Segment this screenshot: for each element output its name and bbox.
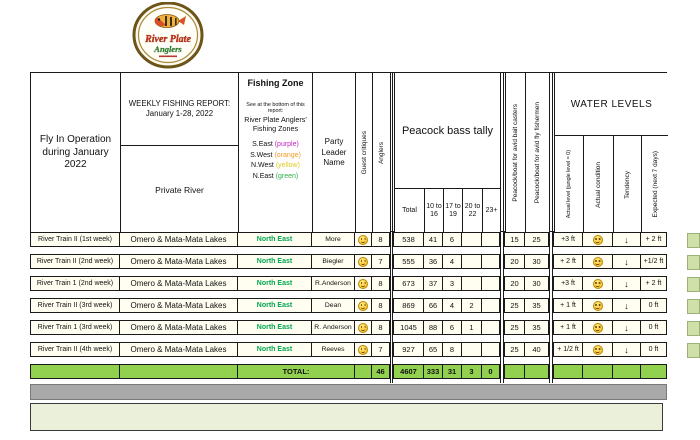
trip-cell: River Train 1 (2nd week) [30,276,120,291]
tally-20-22-cell [462,276,482,291]
tally-20-22-cell [462,232,482,247]
tally-23plus-cell [482,342,500,357]
lakes-cell: Omero & Mata-Mata Lakes [120,342,238,357]
condition-cell [583,342,613,357]
logo-tagline-mark [159,56,177,58]
weekly-report-line: WEEKLY FISHING REPORT: [128,98,231,108]
expected-cell: 0 ft [641,298,667,313]
smiley-icon [593,235,603,245]
tally-10-16-cell: 88 [424,320,443,335]
zone-cell: North East [238,320,312,335]
water-level-cell: +3 ft [553,232,583,247]
water-level-cell: + 1 ft [553,320,583,335]
totals-empty-cell [641,364,667,379]
zone-legend-item: N.East (green) [252,172,299,180]
guest-critique-cell [355,276,372,291]
tally-17-19-cell: 8 [443,342,462,357]
tally-20-22-cell [462,342,482,357]
table-row [30,342,667,357]
fishing-zone-legend [250,140,301,182]
anglers-cell: 8 [372,320,390,335]
lakes-cell: Omero & Mata-Mata Lakes [120,232,238,247]
river-plate-anglers-logo [132,2,204,70]
anglers-cell: 8 [372,298,390,313]
logo-title: River Plate [145,34,191,45]
tally-17-19-cell: 4 [443,298,462,313]
bait-casters-cell: 20 [504,254,525,269]
lakes-cell: Omero & Mata-Mata Lakes [120,298,238,313]
water-level-cell: +3 ft [553,276,583,291]
condition-cell [583,254,613,269]
condition-cell [583,276,613,291]
fly-fishermen-cell: 30 [525,254,549,269]
tendency-cell: ↓ [613,320,641,335]
zone-legend-item: S.East (purple) [252,141,299,148]
condition-cell [583,298,613,313]
tally-10-16-cell: 66 [424,298,443,313]
header-private-river: Private River [121,146,239,233]
expected-cell: +1/2 ft [641,254,667,269]
tally-23plus-cell [482,254,500,269]
smiley-icon [358,257,368,267]
expected-cell: 0 ft [641,320,667,335]
anglers-cell: 8 [372,276,390,291]
water-col-expected: Expected (next 7 days) [642,136,668,233]
totals-empty-cell [525,364,549,379]
tally-23plus-cell [482,320,500,335]
table-row [30,232,667,247]
tally-total-cell: 869 [393,298,424,313]
tally-col-23plus: 23+ [483,189,501,233]
row-edge-mark [687,233,700,248]
smiley-icon [358,301,368,311]
table-row [30,320,667,335]
table-header [30,72,667,232]
zone-legend-item: S.West (orange) [250,151,301,159]
logo-subtitle: Anglers [154,44,182,54]
tally-10-16-cell: 65 [424,342,443,357]
zone-legend-item: N.West (yellow) [251,162,300,169]
zone-cell: North East [238,298,312,313]
tally-17-19-cell: 4 [443,254,462,269]
fly-fishermen-cell: 35 [525,320,549,335]
lakes-cell: Omero & Mata-Mata Lakes [120,276,238,291]
tally-20-22-cell: 1 [462,320,482,335]
trip-cell: River Train II (3rd week) [30,298,120,313]
tally-total-cell: 1045 [393,320,424,335]
totals-anglers-cell: 46 [372,364,390,379]
trip-cell: River Train II (2nd week) [30,254,120,269]
section-divider [500,72,504,383]
anglers-cell: 8 [372,232,390,247]
condition-cell [583,320,613,335]
totals-empty-cell [504,364,525,379]
tally-20-22-cell [462,254,482,269]
lakes-cell: Omero & Mata-Mata Lakes [120,320,238,335]
smiley-icon [358,235,368,245]
guest-critique-cell [355,298,372,313]
guest-critique-cell [355,342,372,357]
header-bait-casters: Peacock/boat for avid bait casters [505,73,526,233]
weekly-report-dates: January 1-28, 2022 [145,109,214,118]
tendency-cell: ↓ [613,254,641,269]
smiley-icon [358,323,368,333]
tally-col-total: Total [394,189,425,233]
tally-17-19-cell: 6 [443,320,462,335]
header-weekly-report [121,73,239,146]
header-water-levels: WATER LEVELS [554,73,668,136]
tally-10-16-cell: 37 [424,276,443,291]
header-fishing-zone [239,73,313,233]
header-party-leader: Party Leader Name [313,73,356,233]
tally-total-cell: 673 [393,276,424,291]
totals-empty-cell [553,364,583,379]
header-anglers: Anglers [373,73,391,233]
tally-17-19-cell: 6 [443,232,462,247]
smiley-icon [593,279,603,289]
header-fly-in-operation: Fly In Operation during January 2022 [31,73,121,233]
totals-empty-cell [583,364,613,379]
water-level-cell: + 1/2 ft [553,342,583,357]
tally-10-16-cell: 41 [424,232,443,247]
tendency-cell: ↓ [613,276,641,291]
table-body [30,232,667,379]
table-row [30,254,667,269]
table-row [30,276,667,291]
tally-20-22-cell: 2 [462,298,482,313]
totals-empty-cell [30,364,120,379]
fly-fishermen-cell: 35 [525,298,549,313]
tendency-cell: ↓ [613,232,641,247]
expected-cell: 0 ft [641,342,667,357]
row-edge-mark [687,299,700,314]
bait-casters-cell: 25 [504,342,525,357]
header-peacock-bass-tally: Peacock bass tally [394,73,501,189]
section-divider [549,72,553,383]
tally-total-cell: 927 [393,342,424,357]
smiley-icon [358,345,368,355]
leader-cell: R. Anderson [312,320,355,335]
tally-10-16-cell: 36 [424,254,443,269]
row-edge-mark [687,343,700,358]
bait-casters-cell: 25 [504,320,525,335]
bottom-green-bar [30,403,663,431]
fishing-zone-ref: River Plate Anglers' Fishing Zones [244,115,307,133]
leader-cell: Biegler [312,254,355,269]
totals-label-cell: TOTAL: [238,364,355,379]
tally-23plus-cell [482,298,500,313]
fishing-zone-note: See at the bottom of this report: [246,102,305,114]
bait-casters-cell: 20 [504,276,525,291]
fishing-zone-title: Fishing Zone [247,78,304,88]
totals-empty-cell [120,364,238,379]
bait-casters-cell: 25 [504,298,525,313]
water-level-cell: + 2 ft [553,254,583,269]
lakes-cell: Omero & Mata-Mata Lakes [120,254,238,269]
tally-col-20-22: 20 to 22 [463,189,483,233]
expected-cell: + 2 ft [641,232,667,247]
zone-cell: North East [238,276,312,291]
trip-cell: River Train 1 (3rd week) [30,320,120,335]
water-level-cell: + 1 ft [553,298,583,313]
expected-cell: + 2 ft [641,276,667,291]
guest-critique-cell [355,320,372,335]
tally-23plus-cell [482,232,500,247]
tally-17-19-cell: 3 [443,276,462,291]
smiley-icon [593,257,603,267]
water-col-tendency: Tendency [614,136,642,233]
totals-23plus-cell: 0 [482,364,500,379]
tally-total-cell: 555 [393,254,424,269]
totals-20-22-cell: 3 [462,364,482,379]
totals-empty-cell [613,364,641,379]
header-guest-critiques: Guest critiques [356,73,373,233]
row-edge-mark [687,277,700,292]
gray-divider-bar [30,384,667,400]
totals-17-19-cell: 31 [443,364,462,379]
totals-10-16-cell: 333 [424,364,443,379]
zone-cell: North East [238,232,312,247]
guest-critique-cell [355,254,372,269]
row-edge-mark [687,321,700,336]
water-col-actual-condition: Actual condition [584,136,614,233]
tendency-cell: ↓ [613,298,641,313]
tendency-cell: ↓ [613,342,641,357]
smiley-icon [593,345,603,355]
header-fly-fishermen: Peacock/boat for avid fly fishermen [526,73,550,233]
totals-empty-cell [355,364,372,379]
fly-fishermen-cell: 40 [525,342,549,357]
leader-cell: R.Anderson [312,276,355,291]
fly-fishermen-cell: 25 [525,232,549,247]
totals-row [30,364,667,379]
tally-23plus-cell [482,276,500,291]
section-divider [390,72,393,383]
leader-cell: Dean [312,298,355,313]
condition-cell [583,232,613,247]
row-edge-mark [687,255,700,270]
smiley-icon [358,279,368,289]
zone-cell: North East [238,342,312,357]
fishing-report-table [30,72,667,383]
table-row [30,298,667,313]
water-col-actual-level: Actual level (jungle level = 0) [554,136,584,233]
leader-cell: Reeves [312,342,355,357]
fly-fishermen-cell: 30 [525,276,549,291]
bait-casters-cell: 15 [504,232,525,247]
tally-col-10-16: 10 to 16 [425,189,444,233]
tally-total-cell: 538 [393,232,424,247]
anglers-cell: 7 [372,254,390,269]
smiley-icon [593,301,603,311]
leader-cell: More [312,232,355,247]
trip-cell: River Train II (1st week) [30,232,120,247]
anglers-cell: 7 [372,342,390,357]
trip-cell: River Train II (4th week) [30,342,120,357]
smiley-icon [593,323,603,333]
guest-critique-cell [355,232,372,247]
zone-cell: North East [238,254,312,269]
tally-col-17-19: 17 to 19 [444,189,463,233]
totals-tally-total-cell: 4607 [393,364,424,379]
